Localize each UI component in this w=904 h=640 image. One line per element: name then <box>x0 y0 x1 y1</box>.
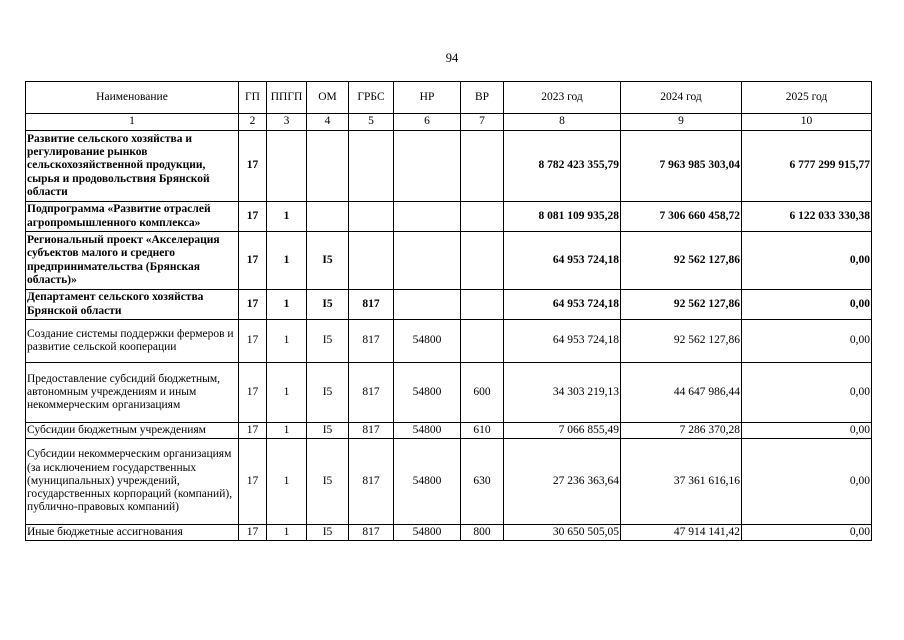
cell-grbs: 817 <box>349 525 394 541</box>
column-number: 7 <box>461 114 504 131</box>
cell-nr <box>394 232 461 290</box>
cell-grbs: 817 <box>349 320 394 363</box>
cell-vr: 630 <box>461 439 504 525</box>
cell-vr: 610 <box>461 423 504 439</box>
cell-gp: 17 <box>239 202 267 232</box>
cell-2024: 7 963 985 303,04 <box>621 131 742 202</box>
cell-vr <box>461 290 504 320</box>
column-header: ППГП <box>267 82 307 114</box>
cell-2024: 47 914 141,42 <box>621 525 742 541</box>
cell-2024: 7 286 370,28 <box>621 423 742 439</box>
cell-gp: 17 <box>239 131 267 202</box>
cell-gp: 17 <box>239 439 267 525</box>
row-name: Иные бюджетные ассигнования <box>26 525 239 541</box>
cell-2025: 0,00 <box>742 232 872 290</box>
cell-2023: 64 953 724,18 <box>504 290 621 320</box>
cell-om: I5 <box>307 290 349 320</box>
cell-nr <box>394 131 461 202</box>
cell-ppgp: 1 <box>267 232 307 290</box>
cell-2023: 30 650 505,05 <box>504 525 621 541</box>
table-row <box>26 131 872 202</box>
cell-om: I5 <box>307 439 349 525</box>
cell-vr <box>461 131 504 202</box>
cell-2024: 37 361 616,16 <box>621 439 742 525</box>
column-header: НР <box>394 82 461 114</box>
header-row <box>26 82 872 114</box>
column-number: 3 <box>267 114 307 131</box>
cell-ppgp: 1 <box>267 363 307 423</box>
cell-2023: 34 303 219,13 <box>504 363 621 423</box>
table-row <box>26 320 872 363</box>
cell-vr <box>461 320 504 363</box>
cell-grbs: 817 <box>349 423 394 439</box>
cell-nr: 54800 <box>394 525 461 541</box>
cell-gp: 17 <box>239 363 267 423</box>
cell-2025: 0,00 <box>742 423 872 439</box>
column-number: 4 <box>307 114 349 131</box>
cell-om <box>307 131 349 202</box>
cell-vr: 600 <box>461 363 504 423</box>
cell-2024: 44 647 986,44 <box>621 363 742 423</box>
column-header: Наименование <box>26 82 239 114</box>
cell-om: I5 <box>307 363 349 423</box>
column-header: ВР <box>461 82 504 114</box>
column-number: 9 <box>621 114 742 131</box>
table-row <box>26 202 872 232</box>
cell-grbs <box>349 232 394 290</box>
table-row <box>26 423 872 439</box>
cell-vr: 800 <box>461 525 504 541</box>
cell-2025: 0,00 <box>742 525 872 541</box>
table-row <box>26 290 872 320</box>
column-header: 2023 год <box>504 82 621 114</box>
cell-grbs <box>349 202 394 232</box>
cell-2025: 6 777 299 915,77 <box>742 131 872 202</box>
cell-ppgp <box>267 131 307 202</box>
row-name: Создание системы поддержки фермеров и развитие сельской кооперации <box>26 320 239 363</box>
cell-ppgp: 1 <box>267 290 307 320</box>
cell-grbs <box>349 131 394 202</box>
cell-2024: 92 562 127,86 <box>621 232 742 290</box>
row-name: Развитие сельского хозяйства и регулирование рынков сельскохозяйственной продукции, сырья и продовольствия Брянской области <box>26 131 239 202</box>
column-number: 10 <box>742 114 872 131</box>
cell-2023: 8 782 423 355,79 <box>504 131 621 202</box>
cell-2023: 27 236 363,64 <box>504 439 621 525</box>
cell-2025: 0,00 <box>742 439 872 525</box>
budget-table <box>25 81 872 541</box>
cell-ppgp: 1 <box>267 202 307 232</box>
cell-om: I5 <box>307 320 349 363</box>
table-row <box>26 363 872 423</box>
cell-nr: 54800 <box>394 439 461 525</box>
page-number: 94 <box>445 51 459 65</box>
column-header: 2024 год <box>621 82 742 114</box>
column-header: 2025 год <box>742 82 872 114</box>
column-number-row <box>26 114 872 131</box>
cell-vr <box>461 232 504 290</box>
cell-2024: 92 562 127,86 <box>621 320 742 363</box>
row-name: Департамент сельского хозяйства Брянской области <box>26 290 239 320</box>
cell-ppgp: 1 <box>267 525 307 541</box>
cell-2023: 8 081 109 935,28 <box>504 202 621 232</box>
table-row <box>26 439 872 525</box>
cell-om: I5 <box>307 232 349 290</box>
cell-grbs: 817 <box>349 363 394 423</box>
cell-gp: 17 <box>239 290 267 320</box>
cell-2025: 0,00 <box>742 363 872 423</box>
cell-2024: 92 562 127,86 <box>621 290 742 320</box>
cell-2023: 64 953 724,18 <box>504 320 621 363</box>
column-header: ГП <box>239 82 267 114</box>
cell-2025: 6 122 033 330,38 <box>742 202 872 232</box>
cell-gp: 17 <box>239 232 267 290</box>
cell-gp: 17 <box>239 320 267 363</box>
cell-nr <box>394 290 461 320</box>
cell-2025: 0,00 <box>742 320 872 363</box>
cell-nr: 54800 <box>394 363 461 423</box>
column-header: ГРБС <box>349 82 394 114</box>
table-row <box>26 525 872 541</box>
cell-gp: 17 <box>239 423 267 439</box>
column-number: 6 <box>394 114 461 131</box>
row-name: Предоставление субсидий бюджетным, автономным учреждениям и иным некоммерческим организациям <box>26 363 239 423</box>
column-number: 5 <box>349 114 394 131</box>
cell-nr: 54800 <box>394 423 461 439</box>
column-number: 8 <box>504 114 621 131</box>
row-name: Субсидии некоммерческим организациям (за исключением государственных (муниципальных) учреждений, государственных корпораций (компаний), публично-правовых компаний) <box>26 439 239 525</box>
cell-om <box>307 202 349 232</box>
cell-nr: 54800 <box>394 320 461 363</box>
table-row <box>26 232 872 290</box>
cell-ppgp: 1 <box>267 320 307 363</box>
cell-om: I5 <box>307 423 349 439</box>
cell-om: I5 <box>307 525 349 541</box>
cell-2025: 0,00 <box>742 290 872 320</box>
cell-2023: 64 953 724,18 <box>504 232 621 290</box>
cell-2024: 7 306 660 458,72 <box>621 202 742 232</box>
cell-grbs: 817 <box>349 439 394 525</box>
row-name: Субсидии бюджетным учреждениям <box>26 423 239 439</box>
cell-ppgp: 1 <box>267 439 307 525</box>
cell-gp: 17 <box>239 525 267 541</box>
cell-ppgp: 1 <box>267 423 307 439</box>
column-number: 2 <box>239 114 267 131</box>
cell-nr <box>394 202 461 232</box>
row-name: Региональный проект «Акселерация субъектов малого и среднего предпринимательства (Брянская область)» <box>26 232 239 290</box>
cell-grbs: 817 <box>349 290 394 320</box>
column-header: ОМ <box>307 82 349 114</box>
row-name: Подпрограмма «Развитие отраслей агропромышленного комплекса» <box>26 202 239 232</box>
column-number: 1 <box>26 114 239 131</box>
cell-2023: 7 066 855,49 <box>504 423 621 439</box>
cell-vr <box>461 202 504 232</box>
